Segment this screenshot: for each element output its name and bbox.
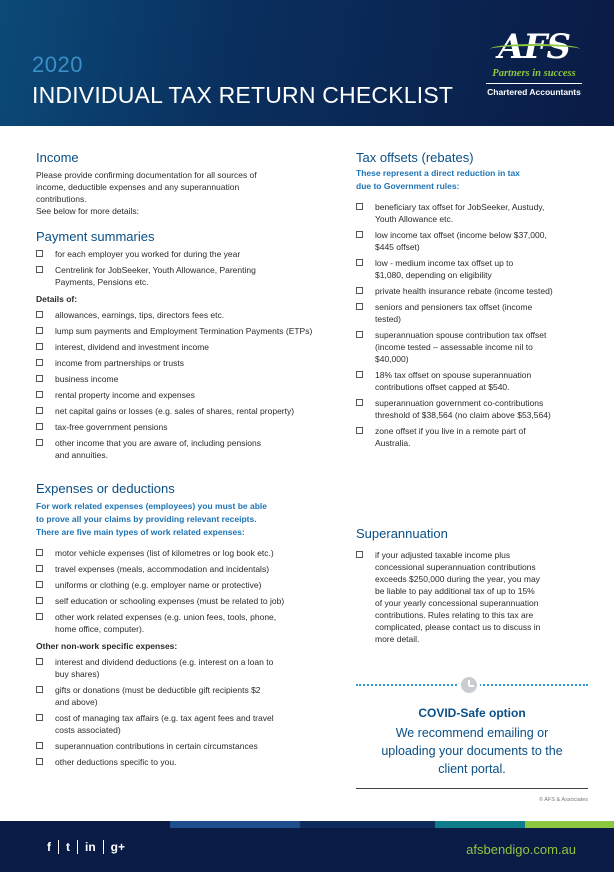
checklist-item bbox=[36, 248, 336, 260]
checkbox-icon[interactable] bbox=[36, 549, 43, 556]
checkbox-icon[interactable] bbox=[356, 231, 363, 238]
checklist-item bbox=[36, 563, 336, 575]
social-links bbox=[40, 840, 132, 854]
left-column bbox=[36, 150, 336, 772]
google-plus-icon[interactable]: g+ bbox=[110, 840, 126, 854]
footer-stripe-green bbox=[525, 821, 614, 828]
checkbox-icon[interactable] bbox=[356, 287, 363, 294]
checkbox-icon[interactable] bbox=[36, 343, 43, 350]
checklist-item-text: business income bbox=[55, 374, 119, 384]
bottom-rule bbox=[356, 788, 588, 789]
checklist-item-text: cost of managing tax affairs (e.g. tax agent fees and travel bbox=[55, 713, 274, 723]
checkbox-icon[interactable] bbox=[36, 581, 43, 588]
payment-summaries-heading: Payment summaries bbox=[36, 229, 155, 244]
checklist-item bbox=[356, 549, 588, 645]
footer-stripe-dark bbox=[300, 821, 435, 828]
checkbox-icon[interactable] bbox=[356, 331, 363, 338]
covid-line: We recommend emailing or bbox=[395, 726, 549, 740]
copyright-notice: © AFS & Associates bbox=[539, 797, 588, 803]
tax-offsets-note bbox=[356, 167, 588, 193]
checklist-item-text: beneficiary tax offset for JobSeeker, Austudy, bbox=[375, 202, 545, 212]
covid-message bbox=[356, 724, 588, 778]
checklist-item-text: $445 offset) bbox=[375, 242, 420, 252]
checklist-item bbox=[36, 756, 336, 768]
covid-line: client portal. bbox=[438, 762, 506, 776]
checklist-item bbox=[36, 357, 336, 369]
covid-line: uploading your documents to the bbox=[381, 744, 563, 758]
checklist-item-text: zone offset if you live in a remote part of bbox=[375, 426, 526, 436]
payment-summaries-list bbox=[36, 248, 336, 288]
clock-hand-minute bbox=[469, 685, 474, 687]
checkbox-icon[interactable] bbox=[356, 303, 363, 310]
checkbox-icon[interactable] bbox=[36, 658, 43, 665]
checklist-item-text: gifts or donations (must be deductible gift recipients $2 bbox=[55, 685, 261, 695]
note-line: For work related expenses (employees) you must be able bbox=[36, 501, 267, 511]
checkbox-icon[interactable] bbox=[36, 565, 43, 572]
checklist-item-text: low income tax offset (income below $37,000, bbox=[375, 230, 547, 240]
checkbox-icon[interactable] bbox=[356, 203, 363, 210]
tax-offsets-section bbox=[356, 150, 588, 449]
intro-line: contributions. bbox=[36, 194, 87, 204]
intro-line: See below for more details: bbox=[36, 206, 139, 216]
other-expenses-heading: Other non-work specific expenses: bbox=[36, 641, 178, 651]
checklist-item-text: income from partnerships or trusts bbox=[55, 358, 184, 368]
checklist-item-text: Centrelink for JobSeeker, Youth Allowance, Parenting bbox=[55, 265, 256, 275]
checklist-item bbox=[36, 389, 336, 401]
checklist-item bbox=[356, 329, 588, 365]
note-line: to prove all your claims by providing relevant receipts. bbox=[36, 514, 257, 524]
checklist-item-text: private health insurance rebate (income tested) bbox=[375, 286, 553, 296]
checklist-item bbox=[36, 405, 336, 417]
checklist-item bbox=[356, 257, 588, 281]
logo-tagline: Partners in success bbox=[492, 68, 576, 79]
payment-summaries-section bbox=[36, 229, 336, 461]
footer-stripe-teal bbox=[435, 821, 525, 828]
intro-line: income, deductible expenses and any superannuation bbox=[36, 182, 240, 192]
income-intro bbox=[36, 169, 336, 217]
checklist-item-text: of your yearly concessional superannuation bbox=[375, 598, 539, 608]
checklist-item bbox=[36, 264, 336, 288]
page-header bbox=[0, 0, 614, 126]
page-footer bbox=[0, 828, 614, 872]
superannuation-list bbox=[356, 549, 588, 645]
checklist-item bbox=[36, 421, 336, 433]
tax-offsets-list bbox=[356, 201, 588, 449]
checklist-item-text: and annuities. bbox=[55, 450, 108, 460]
checklist-item-text: seniors and pensioners tax offset (income bbox=[375, 302, 533, 312]
checkbox-icon[interactable] bbox=[356, 371, 363, 378]
other-expenses-list bbox=[36, 656, 336, 768]
checklist-item bbox=[36, 740, 336, 752]
checklist-item bbox=[36, 309, 336, 321]
checklist-item-text: threshold of $38,564 (no claim above $53,564) bbox=[375, 410, 551, 420]
checklist-item-text: (income tested – assessable income nil to bbox=[375, 342, 533, 352]
note-line: due to Government rules: bbox=[356, 181, 460, 191]
checklist-item-text: Payments, Pensions etc. bbox=[55, 277, 149, 287]
checklist-item-text: other work related expenses (e.g. union fees, tools, phone, bbox=[55, 612, 277, 622]
checklist-item-text: Youth Allowance etc. bbox=[375, 214, 454, 224]
checklist-item-text: lump sum payments and Employment Termination Payments (ETPs) bbox=[55, 326, 313, 336]
checklist-item-text: net capital gains or losses (e.g. sales of shares, rental property) bbox=[55, 406, 295, 416]
checkbox-icon[interactable] bbox=[356, 399, 363, 406]
note-line: There are five main types of work related expenses: bbox=[36, 527, 245, 537]
expenses-note bbox=[36, 500, 336, 539]
checklist-item bbox=[36, 437, 336, 461]
checklist-item-text: motor vehicle expenses (list of kilometres or log book etc.) bbox=[55, 548, 274, 558]
linkedin-icon[interactable]: in bbox=[78, 840, 104, 854]
checklist-item-text: tax-free government pensions bbox=[55, 422, 168, 432]
checkbox-icon[interactable] bbox=[36, 391, 43, 398]
checklist-item-text: rental property income and expenses bbox=[55, 390, 195, 400]
logo-swoosh bbox=[490, 44, 580, 54]
checkbox-icon[interactable] bbox=[36, 327, 43, 334]
checklist-item-text: buy shares) bbox=[55, 669, 100, 679]
checklist-item bbox=[36, 579, 336, 591]
checklist-item-text: Australia. bbox=[375, 438, 411, 448]
checklist-item-text: allowances, earnings, tips, directors fees etc. bbox=[55, 310, 225, 320]
checklist-item bbox=[356, 397, 588, 421]
checklist-item bbox=[36, 341, 336, 353]
work-expenses-list bbox=[36, 547, 336, 635]
checklist-item-text: superannuation contributions in certain circumstances bbox=[55, 741, 258, 751]
checklist-item-text: self education or schooling expenses (must be related to job) bbox=[55, 596, 285, 606]
income-heading: Income bbox=[36, 150, 79, 165]
checkbox-icon[interactable] bbox=[356, 551, 363, 558]
expenses-section bbox=[36, 481, 336, 768]
checkbox-icon[interactable] bbox=[36, 686, 43, 693]
checkbox-icon[interactable] bbox=[36, 439, 43, 446]
checklist-item bbox=[356, 201, 588, 225]
checkbox-icon[interactable] bbox=[36, 742, 43, 749]
checklist-item bbox=[356, 285, 588, 297]
superannuation-section bbox=[356, 526, 588, 649]
checklist-item-text: home office, computer). bbox=[55, 624, 145, 634]
checkbox-icon[interactable] bbox=[36, 359, 43, 366]
afs-logo bbox=[486, 27, 582, 97]
checklist-item-text: travel expenses (meals, accommodation and incidentals) bbox=[55, 564, 270, 574]
tax-offsets-heading: Tax offsets (rebates) bbox=[356, 150, 474, 165]
logo-wordmark: AFS bbox=[497, 27, 571, 67]
income-section bbox=[36, 150, 336, 217]
superannuation-heading: Superannuation bbox=[356, 526, 448, 541]
details-list bbox=[36, 309, 336, 461]
checklist-item bbox=[36, 684, 336, 708]
checklist-item-text: other deductions specific to you. bbox=[55, 757, 177, 767]
clock-icon bbox=[458, 674, 480, 696]
checkbox-icon[interactable] bbox=[36, 266, 43, 273]
checkbox-icon[interactable] bbox=[36, 311, 43, 318]
checklist-item bbox=[36, 547, 336, 559]
checklist-item-text: concessional superannuation contributions bbox=[375, 562, 536, 572]
checklist-item-text: other income that you are aware of, including pensions bbox=[55, 438, 262, 448]
checklist-item bbox=[356, 369, 588, 393]
checklist-item bbox=[356, 301, 588, 325]
checklist-item bbox=[36, 656, 336, 680]
checklist-item-text: superannuation spouse contribution tax offset bbox=[375, 330, 547, 340]
checklist-item-text: $40,000) bbox=[375, 354, 409, 364]
checkbox-icon[interactable] bbox=[356, 259, 363, 266]
checklist-item bbox=[36, 373, 336, 385]
checklist-item bbox=[36, 325, 336, 337]
facebook-icon[interactable]: f bbox=[40, 840, 59, 854]
checkbox-icon[interactable] bbox=[36, 407, 43, 414]
checklist-item-text: superannuation government co-contributions bbox=[375, 398, 544, 408]
checklist-item bbox=[356, 229, 588, 253]
checkbox-icon[interactable] bbox=[36, 613, 43, 620]
checklist-item bbox=[356, 425, 588, 449]
checklist-item-text: low - medium income tax offset up to bbox=[375, 258, 514, 268]
checklist-item bbox=[36, 712, 336, 736]
checkbox-icon[interactable] bbox=[36, 250, 43, 257]
checkbox-icon[interactable] bbox=[36, 375, 43, 382]
checklist-item bbox=[36, 595, 336, 607]
checklist-item-text: if your adjusted taxable income plus bbox=[375, 550, 511, 560]
logo-divider bbox=[486, 83, 582, 84]
checklist-item-text: $1,080, depending on eligibility bbox=[375, 270, 492, 280]
expenses-heading: Expenses or deductions bbox=[36, 481, 175, 496]
logo-subtitle: Chartered Accountants bbox=[487, 87, 581, 97]
note-line: These represent a direct reduction in tax bbox=[356, 168, 520, 178]
checkbox-icon[interactable] bbox=[356, 427, 363, 434]
website-link[interactable]: afsbendigo.com.au bbox=[466, 842, 576, 857]
footer-stripe-navy bbox=[0, 821, 170, 828]
checklist-item-text: tested) bbox=[375, 314, 401, 324]
checklist-item bbox=[36, 611, 336, 635]
twitter-icon[interactable]: t bbox=[59, 840, 78, 854]
checklist-item-text: more detail. bbox=[375, 634, 420, 644]
checklist-item-text: complicated, please contact us to discuss in bbox=[375, 622, 541, 632]
footer-stripe-blue bbox=[170, 821, 300, 828]
checklist-item-text: uniforms or clothing (e.g. employer name or protective) bbox=[55, 580, 262, 590]
right-column bbox=[356, 150, 588, 644]
checklist-item-text: interest, dividend and investment income bbox=[55, 342, 210, 352]
checklist-item-text: 18% tax offset on spouse superannuation bbox=[375, 370, 532, 380]
document-year: 2020 bbox=[32, 52, 83, 77]
details-heading: Details of: bbox=[36, 294, 78, 304]
checklist-item-text: and above) bbox=[55, 697, 98, 707]
intro-line: Please provide confirming documentation for all sources of bbox=[36, 170, 257, 180]
checklist-item-text: contributions. Rules relating to this tax are bbox=[375, 610, 534, 620]
checklist-item-text: costs associated) bbox=[55, 725, 121, 735]
document-title: INDIVIDUAL TAX RETURN CHECKLIST bbox=[32, 82, 454, 108]
checklist-item-text: be liable to pay additional tax of up to 15% bbox=[375, 586, 535, 596]
checklist-item-text: interest and dividend deductions (e.g. interest on a loan to bbox=[55, 657, 274, 667]
checkbox-icon[interactable] bbox=[36, 714, 43, 721]
checkbox-icon[interactable] bbox=[36, 423, 43, 430]
covid-title: COVID-Safe option bbox=[418, 706, 526, 720]
checklist-item-text: for each employer you worked for during the year bbox=[55, 249, 241, 259]
checklist-item-text: exceeds $250,000 during the year, you may bbox=[375, 574, 540, 584]
checklist-item-text: contributions offset capped at $540. bbox=[375, 382, 510, 392]
checkbox-icon[interactable] bbox=[36, 758, 43, 765]
checkbox-icon[interactable] bbox=[36, 597, 43, 604]
